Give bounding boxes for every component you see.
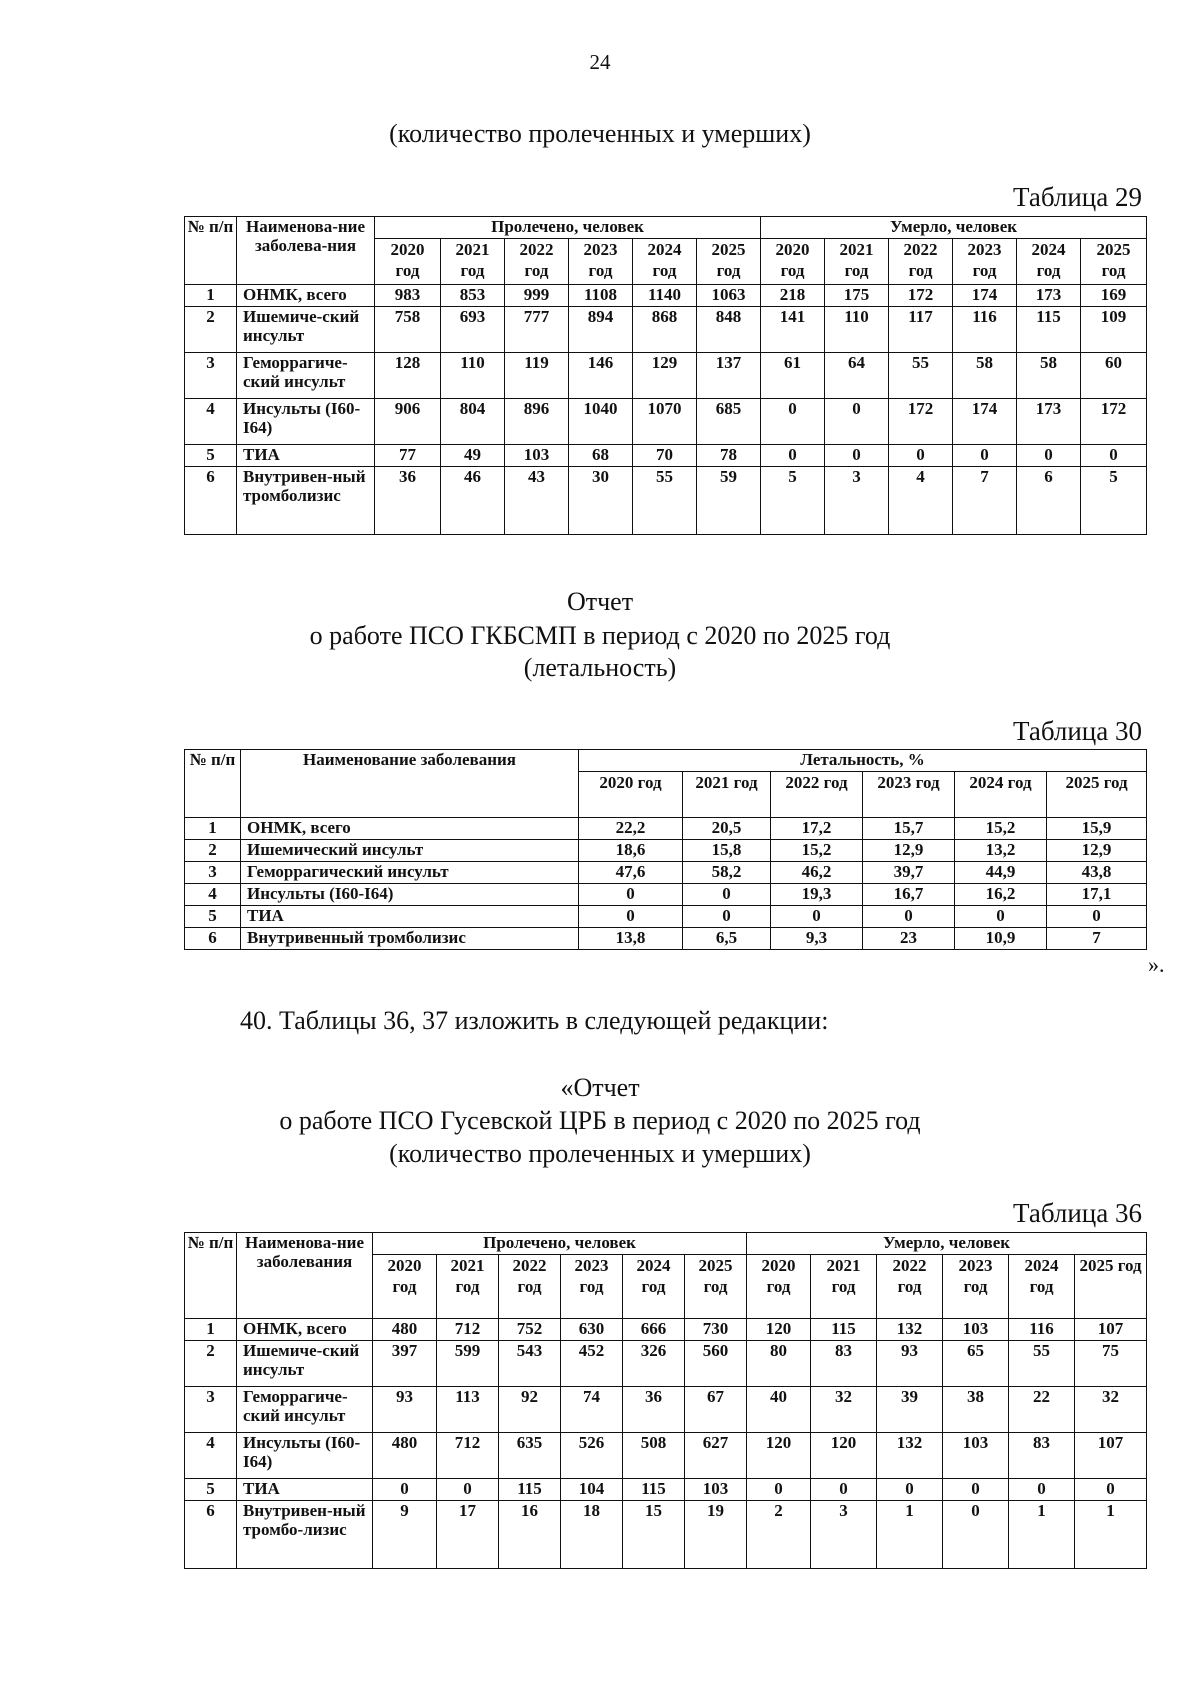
- treated-cell: 103: [505, 445, 569, 467]
- row-number: 2: [185, 840, 241, 862]
- disease-name: ТИА: [241, 906, 579, 928]
- died-cell: 110: [825, 307, 889, 353]
- row-number: 3: [185, 1387, 237, 1433]
- died-cell: 2: [747, 1501, 811, 1569]
- treated-cell: 666: [623, 1319, 685, 1341]
- disease-name: Инсульты (I60-I64): [241, 884, 579, 906]
- table30-year-header: 2022 год: [771, 772, 863, 818]
- died-cell: 173: [1017, 399, 1081, 445]
- lethality-cell: 10,9: [955, 928, 1047, 950]
- died-cell: 116: [953, 307, 1017, 353]
- died-cell: 55: [889, 353, 953, 399]
- treated-cell: 1108: [569, 285, 633, 307]
- table36: [184, 1232, 1147, 1569]
- table29-row: [185, 399, 1147, 445]
- lethality-cell: 0: [683, 906, 771, 928]
- lethality-cell: 23: [863, 928, 955, 950]
- disease-name: Внутривен-ный тромболизис: [237, 467, 375, 535]
- row-number: 4: [185, 884, 241, 906]
- treated-cell: 999: [505, 285, 569, 307]
- table36-year-header: 2023 год: [943, 1255, 1009, 1319]
- table36-year-header: 2021 год: [811, 1255, 877, 1319]
- table36-year-header: 2020 год: [373, 1255, 437, 1319]
- died-cell: 172: [889, 399, 953, 445]
- died-cell: 64: [825, 353, 889, 399]
- lethality-cell: 16,2: [955, 884, 1047, 906]
- treated-cell: 868: [633, 307, 697, 353]
- treated-cell: 752: [499, 1319, 561, 1341]
- t36-col-name-header: Наименова-ние заболевания: [237, 1233, 373, 1319]
- treated-cell: 730: [685, 1319, 747, 1341]
- died-cell: 3: [811, 1501, 877, 1569]
- table29-year-header: 2022 год: [505, 239, 569, 285]
- row-number: 4: [185, 1433, 237, 1479]
- lethality-cell: 47,6: [579, 862, 683, 884]
- treated-cell: 17: [437, 1501, 499, 1569]
- row-number: 6: [185, 467, 237, 535]
- died-cell: 115: [1017, 307, 1081, 353]
- treated-cell: 1040: [569, 399, 633, 445]
- disease-name: Внутривенный тромболизис: [241, 928, 579, 950]
- died-cell: 0: [761, 399, 825, 445]
- died-cell: 55: [1009, 1341, 1075, 1387]
- table30-row: [185, 840, 1147, 862]
- treated-cell: 103: [685, 1479, 747, 1501]
- table36-year-header: 2024 год: [623, 1255, 685, 1319]
- disease-name: Ишемиче-ский инсульт: [237, 1341, 373, 1387]
- table30-year-header: 2023 год: [863, 772, 955, 818]
- lethality-cell: 15,2: [955, 818, 1047, 840]
- died-cell: 218: [761, 285, 825, 307]
- died-cell: 93: [877, 1341, 943, 1387]
- treated-cell: 599: [437, 1341, 499, 1387]
- treated-cell: 560: [685, 1341, 747, 1387]
- lethality-cell: 22,2: [579, 818, 683, 840]
- died-cell: 107: [1075, 1433, 1147, 1479]
- treated-cell: 43: [505, 467, 569, 535]
- treated-cell: 804: [441, 399, 505, 445]
- table29-year-header: 2023 год: [569, 239, 633, 285]
- table29-row: [185, 467, 1147, 535]
- table30: [184, 749, 1147, 950]
- row-number: 5: [185, 445, 237, 467]
- treated-cell: 137: [697, 353, 761, 399]
- died-cell: 0: [1009, 1479, 1075, 1501]
- died-cell: 103: [943, 1319, 1009, 1341]
- t36-group-treated-header: Пролечено, человек: [373, 1233, 747, 1255]
- table36-year-header: 2020 год: [747, 1255, 811, 1319]
- died-cell: 169: [1081, 285, 1147, 307]
- table30-row: [185, 818, 1147, 840]
- lethality-cell: 15,7: [863, 818, 955, 840]
- treated-cell: 59: [697, 467, 761, 535]
- died-cell: 115: [811, 1319, 877, 1341]
- died-cell: 120: [747, 1433, 811, 1479]
- item-40-text: 40. Таблицы 36, 37 изложить в следующей редакции:: [240, 1006, 829, 1035]
- disease-name: Внутривен-ный тромбо-лизис: [237, 1501, 373, 1569]
- died-cell: 173: [1017, 285, 1081, 307]
- lethality-cell: 17,1: [1047, 884, 1147, 906]
- disease-name: ОНМК, всего: [237, 285, 375, 307]
- treated-cell: 46: [441, 467, 505, 535]
- t30-col-num-header: № п/п: [185, 750, 241, 818]
- died-cell: 0: [1017, 445, 1081, 467]
- treated-cell: 480: [373, 1319, 437, 1341]
- died-cell: 75: [1075, 1341, 1147, 1387]
- table29-row: [185, 353, 1147, 399]
- treated-cell: 110: [441, 353, 505, 399]
- died-cell: 1: [1075, 1501, 1147, 1569]
- row-number: 2: [185, 1341, 237, 1387]
- table36-row: [185, 1319, 1147, 1341]
- lethality-cell: 0: [863, 906, 955, 928]
- died-cell: 83: [811, 1341, 877, 1387]
- died-cell: 0: [877, 1479, 943, 1501]
- disease-name: Ишемический инсульт: [241, 840, 579, 862]
- died-cell: 5: [761, 467, 825, 535]
- table29-year-header: 2025 год: [1081, 239, 1147, 285]
- treated-cell: 67: [685, 1387, 747, 1433]
- disease-name: ТИА: [237, 445, 375, 467]
- row-number: 5: [185, 906, 241, 928]
- report3-line1: «Отчет: [560, 1073, 640, 1102]
- disease-name: Геморрагический инсульт: [241, 862, 579, 884]
- report2-line1: Отчет: [566, 587, 634, 616]
- table29-row: [185, 445, 1147, 467]
- treated-cell: 983: [375, 285, 441, 307]
- page-number: 24: [589, 50, 611, 74]
- died-cell: 116: [1009, 1319, 1075, 1341]
- died-cell: 32: [811, 1387, 877, 1433]
- table30-year-header: 2020 год: [579, 772, 683, 818]
- treated-cell: 0: [437, 1479, 499, 1501]
- row-number: 6: [185, 1501, 237, 1569]
- died-cell: 0: [1075, 1479, 1147, 1501]
- t36-col-num-header: № п/п: [185, 1233, 237, 1319]
- died-cell: 141: [761, 307, 825, 353]
- table30-year-header: 2021 год: [683, 772, 771, 818]
- treated-cell: 115: [623, 1479, 685, 1501]
- table29-year-header: 2021 год: [825, 239, 889, 285]
- treated-cell: 508: [623, 1433, 685, 1479]
- treated-cell: 36: [623, 1387, 685, 1433]
- treated-cell: 0: [373, 1479, 437, 1501]
- group-treated-header: Пролечено, человек: [375, 217, 761, 239]
- treated-cell: 104: [561, 1479, 623, 1501]
- t36-group-died-header: Умерло, человек: [747, 1233, 1147, 1255]
- report2-line2: о работе ПСО ГКБСМП в период с 2020 по 2025 год: [309, 621, 891, 650]
- treated-cell: 115: [499, 1479, 561, 1501]
- treated-cell: 758: [375, 307, 441, 353]
- treated-cell: 896: [505, 399, 569, 445]
- row-number: 6: [185, 928, 241, 950]
- col-num-header: № п/п: [185, 217, 237, 285]
- died-cell: 1: [877, 1501, 943, 1569]
- table30-label: Таблица 30: [1013, 716, 1142, 746]
- treated-cell: 712: [437, 1433, 499, 1479]
- disease-name: ОНМК, всего: [237, 1319, 373, 1341]
- top-heading: (количество пролеченных и умерших): [389, 119, 811, 148]
- lethality-cell: 15,8: [683, 840, 771, 862]
- died-cell: 38: [943, 1387, 1009, 1433]
- treated-cell: 630: [561, 1319, 623, 1341]
- table29-row: [185, 307, 1147, 353]
- died-cell: 0: [889, 445, 953, 467]
- died-cell: 7: [953, 467, 1017, 535]
- table29: [184, 216, 1147, 535]
- lethality-cell: 15,9: [1047, 818, 1147, 840]
- treated-cell: 543: [499, 1341, 561, 1387]
- died-cell: 60: [1081, 353, 1147, 399]
- table36-label: Таблица 36: [1013, 1198, 1142, 1228]
- died-cell: 172: [1081, 399, 1147, 445]
- died-cell: 32: [1075, 1387, 1147, 1433]
- disease-name: Геморрагиче-ский инсульт: [237, 1387, 373, 1433]
- treated-cell: 15: [623, 1501, 685, 1569]
- group-died-header: Умерло, человек: [761, 217, 1147, 239]
- treated-cell: 70: [633, 445, 697, 467]
- died-cell: 0: [761, 445, 825, 467]
- died-cell: 0: [953, 445, 1017, 467]
- row-number: 1: [185, 285, 237, 307]
- t30-group-header: Летальность, %: [579, 750, 1147, 772]
- lethality-cell: 6,5: [683, 928, 771, 950]
- table29-year-header: 2024 год: [1017, 239, 1081, 285]
- disease-name: Геморрагиче-ский инсульт: [237, 353, 375, 399]
- table29-year-header: 2021 год: [441, 239, 505, 285]
- died-cell: 117: [889, 307, 953, 353]
- treated-cell: 30: [569, 467, 633, 535]
- table36-row: [185, 1433, 1147, 1479]
- treated-cell: 92: [499, 1387, 561, 1433]
- disease-name: Инсульты (I60-I64): [237, 399, 375, 445]
- died-cell: 61: [761, 353, 825, 399]
- died-cell: 80: [747, 1341, 811, 1387]
- lethality-cell: 17,2: [771, 818, 863, 840]
- report2-line3: (летальность): [523, 653, 677, 682]
- table30-year-header: 2024 год: [955, 772, 1047, 818]
- lethality-cell: 0: [579, 884, 683, 906]
- lethality-cell: 44,9: [955, 862, 1047, 884]
- treated-cell: 627: [685, 1433, 747, 1479]
- treated-cell: 906: [375, 399, 441, 445]
- died-cell: 120: [811, 1433, 877, 1479]
- treated-cell: 693: [441, 307, 505, 353]
- treated-cell: 712: [437, 1319, 499, 1341]
- died-cell: 0: [825, 445, 889, 467]
- treated-cell: 19: [685, 1501, 747, 1569]
- disease-name: Ишемиче-ский инсульт: [237, 307, 375, 353]
- lethality-cell: 19,3: [771, 884, 863, 906]
- lethality-cell: 12,9: [863, 840, 955, 862]
- row-number: 4: [185, 399, 237, 445]
- table29-label: Таблица 29: [1013, 182, 1142, 212]
- treated-cell: 1063: [697, 285, 761, 307]
- died-cell: 65: [943, 1341, 1009, 1387]
- lethality-cell: 0: [579, 906, 683, 928]
- treated-cell: 49: [441, 445, 505, 467]
- treated-cell: 77: [375, 445, 441, 467]
- treated-cell: 9: [373, 1501, 437, 1569]
- died-cell: 0: [943, 1479, 1009, 1501]
- treated-cell: 1070: [633, 399, 697, 445]
- lethality-cell: 0: [1047, 906, 1147, 928]
- died-cell: 3: [825, 467, 889, 535]
- table29-year-header: 2020 год: [375, 239, 441, 285]
- died-cell: 1: [1009, 1501, 1075, 1569]
- died-cell: 175: [825, 285, 889, 307]
- lethality-cell: 43,8: [1047, 862, 1147, 884]
- treated-cell: 16: [499, 1501, 561, 1569]
- died-cell: 58: [953, 353, 1017, 399]
- t30-col-name-header: Наименование заболевания: [241, 750, 579, 818]
- treated-cell: 685: [697, 399, 761, 445]
- table36-row: [185, 1341, 1147, 1387]
- col-name-header: Наименова-ние заболева-ния: [237, 217, 375, 285]
- table29-year-header: 2023 год: [953, 239, 1017, 285]
- table29-year-header: 2024 год: [633, 239, 697, 285]
- died-cell: 0: [1081, 445, 1147, 467]
- treated-cell: 113: [437, 1387, 499, 1433]
- treated-cell: 326: [623, 1341, 685, 1387]
- treated-cell: 526: [561, 1433, 623, 1479]
- table36-year-header: 2024 год: [1009, 1255, 1075, 1319]
- disease-name: ОНМК, всего: [241, 818, 579, 840]
- treated-cell: 55: [633, 467, 697, 535]
- treated-cell: 146: [569, 353, 633, 399]
- treated-cell: 777: [505, 307, 569, 353]
- treated-cell: 128: [375, 353, 441, 399]
- report3-line3: (количество пролеченных и умерших): [389, 1139, 811, 1168]
- lethality-cell: 0: [955, 906, 1047, 928]
- treated-cell: 452: [561, 1341, 623, 1387]
- died-cell: 0: [747, 1479, 811, 1501]
- treated-cell: 119: [505, 353, 569, 399]
- died-cell: 0: [825, 399, 889, 445]
- died-cell: 174: [953, 285, 1017, 307]
- table36-year-header: 2021 год: [437, 1255, 499, 1319]
- lethality-cell: 7: [1047, 928, 1147, 950]
- table30-row: [185, 862, 1147, 884]
- died-cell: 0: [943, 1501, 1009, 1569]
- lethality-cell: 18,6: [579, 840, 683, 862]
- treated-cell: 853: [441, 285, 505, 307]
- disease-name: ТИА: [237, 1479, 373, 1501]
- died-cell: 172: [889, 285, 953, 307]
- died-cell: 22: [1009, 1387, 1075, 1433]
- table29-year-header: 2020 год: [761, 239, 825, 285]
- died-cell: 132: [877, 1433, 943, 1479]
- table36-row: [185, 1479, 1147, 1501]
- disease-name: Инсульты (I60-I64): [237, 1433, 373, 1479]
- lethality-cell: 16,7: [863, 884, 955, 906]
- table36-year-header: 2025 год: [1075, 1255, 1147, 1319]
- died-cell: 132: [877, 1319, 943, 1341]
- treated-cell: 397: [373, 1341, 437, 1387]
- lethality-cell: 20,5: [683, 818, 771, 840]
- row-number: 3: [185, 862, 241, 884]
- row-number: 5: [185, 1479, 237, 1501]
- table36-row: [185, 1387, 1147, 1433]
- lethality-cell: 15,2: [771, 840, 863, 862]
- row-number: 1: [185, 1319, 237, 1341]
- treated-cell: 894: [569, 307, 633, 353]
- lethality-cell: 0: [683, 884, 771, 906]
- died-cell: 83: [1009, 1433, 1075, 1479]
- died-cell: 6: [1017, 467, 1081, 535]
- treated-cell: 129: [633, 353, 697, 399]
- treated-cell: 93: [373, 1387, 437, 1433]
- treated-cell: 480: [373, 1433, 437, 1479]
- lethality-cell: 9,3: [771, 928, 863, 950]
- row-number: 2: [185, 307, 237, 353]
- died-cell: 5: [1081, 467, 1147, 535]
- table29-row: [185, 285, 1147, 307]
- table36-year-header: 2025 год: [685, 1255, 747, 1319]
- table30-row: [185, 884, 1147, 906]
- treated-cell: 74: [561, 1387, 623, 1433]
- treated-cell: 635: [499, 1433, 561, 1479]
- died-cell: 109: [1081, 307, 1147, 353]
- row-number: 1: [185, 818, 241, 840]
- lethality-cell: 46,2: [771, 862, 863, 884]
- table30-year-header: 2025 год: [1047, 772, 1147, 818]
- lethality-cell: 13,2: [955, 840, 1047, 862]
- closing-quote: ».: [1148, 952, 1165, 977]
- table30-row: [185, 906, 1147, 928]
- lethality-cell: 12,9: [1047, 840, 1147, 862]
- died-cell: 40: [747, 1387, 811, 1433]
- died-cell: 4: [889, 467, 953, 535]
- treated-cell: 848: [697, 307, 761, 353]
- table29-year-header: 2022 год: [889, 239, 953, 285]
- lethality-cell: 39,7: [863, 862, 955, 884]
- treated-cell: 78: [697, 445, 761, 467]
- died-cell: 58: [1017, 353, 1081, 399]
- row-number: 3: [185, 353, 237, 399]
- treated-cell: 68: [569, 445, 633, 467]
- table36-row: [185, 1501, 1147, 1569]
- died-cell: 107: [1075, 1319, 1147, 1341]
- table36-year-header: 2023 год: [561, 1255, 623, 1319]
- lethality-cell: 13,8: [579, 928, 683, 950]
- table29-year-header: 2025 год: [697, 239, 761, 285]
- lethality-cell: 0: [771, 906, 863, 928]
- died-cell: 39: [877, 1387, 943, 1433]
- died-cell: 174: [953, 399, 1017, 445]
- died-cell: 103: [943, 1433, 1009, 1479]
- lethality-cell: 58,2: [683, 862, 771, 884]
- report3-line2: о работе ПСО Гусевской ЦРБ в период с 2020 по 2025 год: [279, 1106, 921, 1135]
- treated-cell: 36: [375, 467, 441, 535]
- treated-cell: 1140: [633, 285, 697, 307]
- died-cell: 120: [747, 1319, 811, 1341]
- table36-year-header: 2022 год: [877, 1255, 943, 1319]
- died-cell: 0: [811, 1479, 877, 1501]
- table36-year-header: 2022 год: [499, 1255, 561, 1319]
- treated-cell: 18: [561, 1501, 623, 1569]
- table30-row: [185, 928, 1147, 950]
